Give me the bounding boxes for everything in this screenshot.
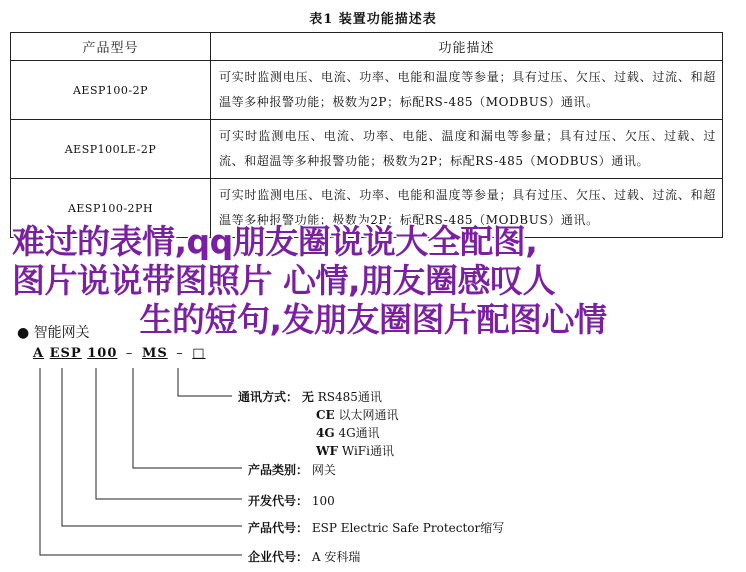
code-part-comm: □ [192, 346, 206, 361]
category-row [248, 461, 336, 478]
table-caption: 表1 装置功能描述表 [309, 12, 437, 27]
code-separator: – [176, 346, 184, 361]
comm-4g-text: 4G通讯 [338, 426, 380, 440]
company-text: A 安科瑞 [311, 550, 361, 564]
comm-wf-code: WF [316, 444, 338, 458]
model-cell: AESP100LE-2P [11, 120, 211, 179]
product-row [248, 519, 504, 536]
comm-title: 通讯方式： [238, 390, 299, 404]
comm-4g-code: 4G [316, 426, 335, 440]
comm-row-wf [316, 442, 394, 459]
header-model: 产品型号 [11, 33, 211, 61]
code-part-company: A [33, 346, 45, 361]
comm-ce-code: CE [316, 408, 335, 422]
header-description: 功能描述 [211, 33, 723, 61]
comm-none-text: RS485通讯 [317, 390, 382, 404]
model-cell: AESP100-2P [11, 61, 211, 120]
company-title: 企业代号： [248, 550, 309, 564]
comm-ce-text: 以太网通讯 [338, 408, 399, 422]
description-cell: 可实时监测电压、电流、功率、电能和温度等参量；具有过压、欠压、过载、过流、和超温等多种报警功能；极数为2P；标配RS-485（MODBUS）通讯。 [211, 61, 723, 120]
comm-row-ce [316, 406, 399, 423]
dev-row [248, 492, 335, 509]
product-text: ESP Electric Safe Protector缩写 [311, 521, 505, 535]
dev-text: 100 [311, 494, 335, 508]
comm-none-code: 无 [301, 390, 314, 404]
category-title: 产品类别： [248, 463, 309, 477]
category-text: 网关 [311, 463, 336, 477]
model-cell: AESP100-2PH [11, 179, 211, 238]
code-part-category: MS [141, 346, 168, 361]
code-separator: – [125, 346, 134, 361]
overlay-line-1: 难过的表情,qq朋友圈说说大全配图, [12, 222, 538, 261]
overlay-line-2: 图片说说带图照片 心情,朋友圈感叹人 [12, 261, 556, 300]
comm-row-4g [316, 424, 380, 441]
code-part-product: ESP [49, 346, 82, 361]
company-row [248, 548, 360, 565]
overlay-line-3: 生的短句,发朋友圈图片配图心情 [139, 300, 607, 339]
description-cell: 可实时监测电压、电流、功率、电能和温度等参量；具有过压、欠压、过载、过流、和超温等多种报警功能；极数为2P；标配RS-485（MODBUS）通讯。 [211, 179, 723, 238]
comm-wf-text: WiFi通讯 [341, 444, 394, 458]
connector-comm [178, 368, 232, 396]
product-title: 产品代号： [248, 521, 309, 535]
dev-title: 开发代号： [248, 494, 309, 508]
description-cell: 可实时监测电压、电流、功率、电能、温度和漏电等参量；具有过压、欠压、过载、过流、和超温等多种报警功能；极数为2P；标配RS-485（MODBUS）通讯。 [211, 120, 723, 179]
connector-dev [96, 368, 242, 499]
connector-category [133, 368, 242, 468]
code-part-dev: 100 [87, 346, 118, 361]
connector-product [62, 368, 242, 526]
section-bullet-gateway: ● 智能网关 [17, 325, 90, 341]
comm-row-none [238, 388, 382, 405]
